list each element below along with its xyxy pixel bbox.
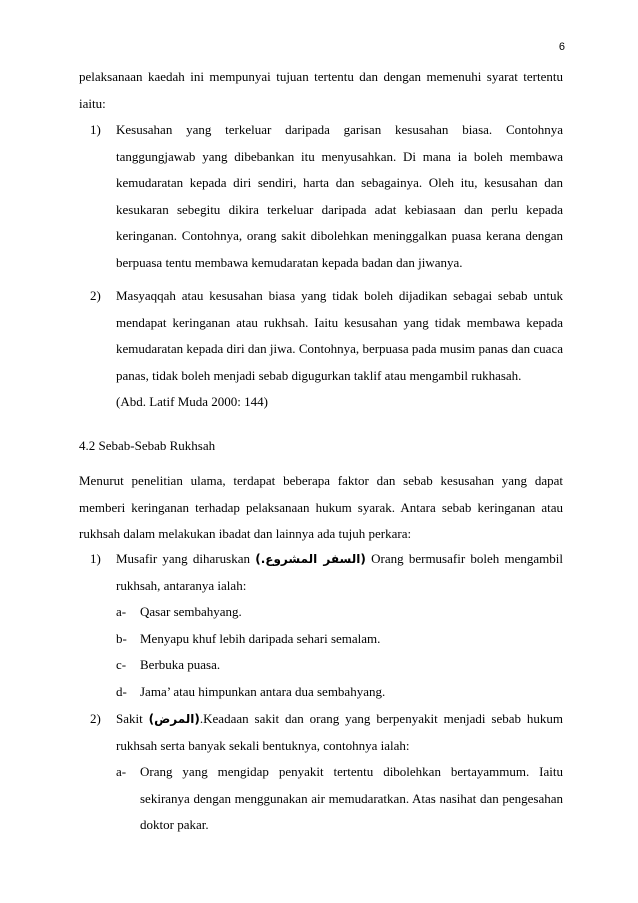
list2-item-1-text bbox=[116, 546, 563, 599]
list2-item-2-subs bbox=[116, 759, 563, 839]
sub-item-letter: c- bbox=[116, 657, 127, 672]
sub-item-text: Jama’ atau himpunkan antara dua sembahyang. bbox=[140, 683, 386, 699]
list1-item-1-number: 1) bbox=[90, 122, 101, 137]
page-number: 6 bbox=[558, 41, 565, 53]
list2-item-1-number: 1) bbox=[90, 551, 101, 566]
list1-item-1 bbox=[90, 117, 563, 276]
sub-item-text: Qasar sembahyang. bbox=[140, 604, 242, 619]
list1-item-2 bbox=[90, 283, 563, 416]
sub-item-a bbox=[116, 599, 563, 626]
sub-item-letter: a- bbox=[116, 604, 127, 619]
arabic-term-safar: (السفر المشروع.) bbox=[255, 552, 366, 566]
list2-item-1 bbox=[90, 546, 563, 705]
list2-item-2-before: Sakit bbox=[116, 711, 149, 726]
list1-item-2-text: Masyaqqah atau kesusahan biasa yang tidak boleh dijadikan sebagai sebab untuk mendapat keringanan atau rukhsah. Iaitu kesusahan yang tidak membawa kepada kemudaratan kepada diri dan jiwa. Contohnya, berpuasa pada musim panas dan cuaca panas, tidak boleh menjadi sebab digugurkan taklif atau mengambil rukhasah. bbox=[116, 288, 563, 383]
sub-item-c bbox=[116, 652, 563, 679]
list2-item-2-after: .Keadaan sakit dan orang yang berpenyakit menjadi sebab hukum rukhsah serta banyak sekali bentuknya, contohnya ialah: bbox=[116, 711, 563, 753]
intro-paragraph: pelaksanaan kaedah ini mempunyai tujuan tertentu dan dengan memenuhi syarat tertentu iaitu: bbox=[79, 69, 563, 111]
list2-item-2 bbox=[90, 706, 563, 839]
arabic-term-maradh: (المرض) bbox=[148, 712, 200, 726]
sub-item-text: Menyapu khuf lebih daripada sehari semalam. bbox=[140, 630, 381, 646]
list1-item-2-number: 2) bbox=[90, 288, 101, 303]
intro-paragraph-2: Menurut penelitian ulama, terdapat beberapa faktor dan sebab kesusahan yang dapat memberi keringanan terhadap pelaksanaan hukum syarak. Antara sebab keringanan atau rukhsah dalam melakukan ibadat dan lainnya ada tujuh perkara: bbox=[79, 473, 563, 541]
list2-item-2-text bbox=[116, 706, 563, 759]
list2-item-1-before: Musafir yang diharuskan bbox=[116, 551, 256, 566]
section-heading: 4.2 Sebab-Sebab Rukhsah bbox=[79, 438, 216, 453]
sub-item-letter: d- bbox=[116, 683, 127, 699]
sub-item-a bbox=[116, 759, 563, 839]
sub-item-text: Berbuka puasa. bbox=[140, 657, 221, 672]
list2-item-1-subs bbox=[116, 599, 563, 705]
list1-item-1-text: Kesusahan yang terkeluar daripada garisan kesusahan biasa. Contohnya tanggungjawab yang dibebankan itu menyusahkan. Di mana ia boleh membawa kemudaratan kepada diri sendiri, harta dan sebagainya. Oleh itu, kesusahan dan kesukaran sebegitu dikira terkeluar daripada adat kebiasaan dan perlu kepada keringanan. Contohnya, orang sakit dibolehkan meninggalkan puasa kerana dengan berpuasa tentu membawa kemudaratan kepada badan dan jiwanya. bbox=[116, 122, 563, 270]
list2-item-2-number: 2) bbox=[90, 711, 101, 726]
citation: (Abd. Latif Muda 2000: 144) bbox=[116, 394, 269, 409]
sub-item-b bbox=[116, 626, 563, 653]
sub-item-text: Orang yang mengidap penyakit tertentu dibolehkan bertayammum. Iaitu sekiranya dengan menggunakan air memudaratkan. Atas nasihat dan pengesahan doktor pakar. bbox=[140, 764, 563, 832]
sub-item-letter: b- bbox=[116, 630, 127, 646]
sub-item-d bbox=[116, 679, 563, 706]
list2-item-1-after: Orang bermusafir boleh mengambil rukhsah, antaranya ialah: bbox=[116, 551, 564, 593]
sub-item-letter: a- bbox=[116, 764, 127, 779]
